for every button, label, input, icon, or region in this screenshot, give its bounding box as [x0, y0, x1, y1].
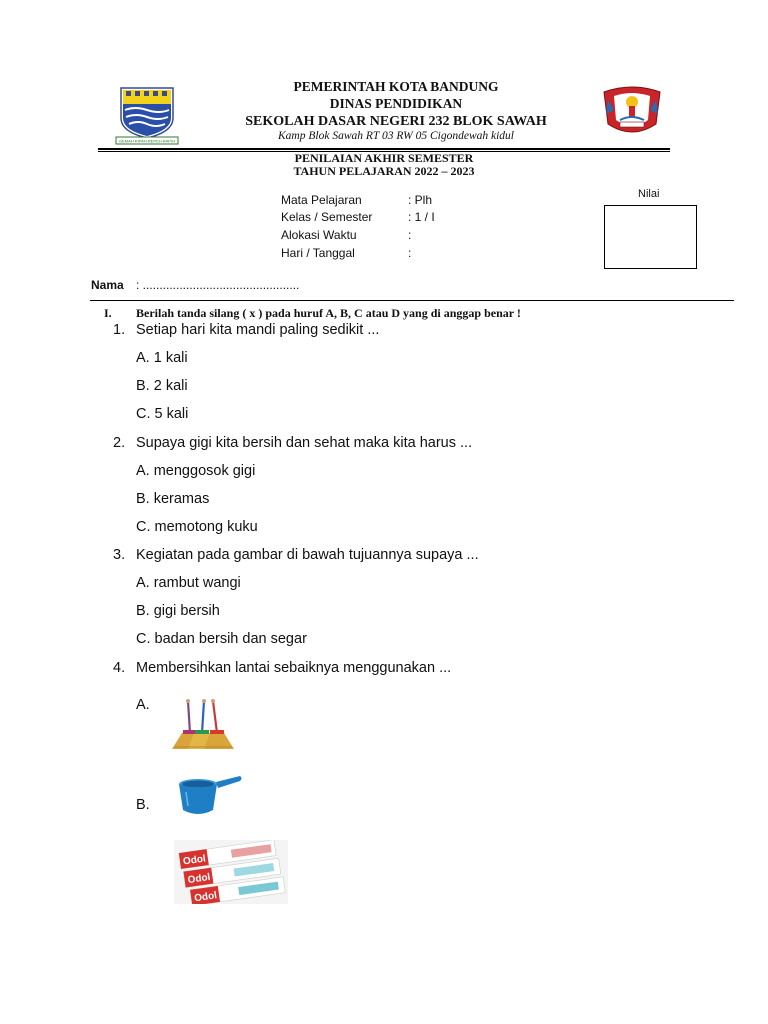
question-1-option-a[interactable]: A. 1 kali	[136, 350, 188, 366]
exam-title: PENILAIAN AKHIR SEMESTER	[294, 151, 474, 165]
section-number: I.	[104, 306, 112, 320]
divider-rule	[90, 300, 734, 301]
score-label: Nilai	[638, 188, 660, 200]
question-2-option-c[interactable]: C. memotong kuku	[136, 519, 258, 535]
section-instruction: Berilah tanda silang ( x ) pada huruf A, B, C atau D yang di anggap benar !	[136, 306, 521, 320]
question-4-text: Membersihkan lantai sebaiknya menggunakan ...	[136, 660, 452, 676]
svg-text:GEMAH RIPAH REPEH RAPIH: GEMAH RIPAH REPEH RAPIH	[119, 138, 175, 144]
name-field[interactable]: : ...............................................	[136, 278, 300, 292]
question-4-option-b[interactable]: B.	[136, 797, 150, 813]
info-value-time: :	[408, 228, 412, 242]
info-value-date: :	[408, 246, 412, 260]
question-3-text: Kegiatan pada gambar di bawah tujuannya supaya ...	[136, 547, 479, 563]
exam-year: TAHUN PELAJARAN 2022 – 2023	[293, 164, 475, 178]
question-1-text: Setiap hari kita mandi paling sedikit ...	[136, 322, 380, 338]
question-2-option-a[interactable]: A. menggosok gigi	[136, 463, 256, 479]
header-government: PEMERINTAH KOTA BANDUNG	[293, 79, 499, 94]
info-label-time: Alokasi Waktu	[281, 228, 357, 242]
info-value-subject: : Plh	[408, 193, 433, 207]
toothpaste-brand-label-2: Odol	[187, 871, 212, 887]
info-label-date: Hari / Tanggal	[281, 246, 355, 260]
question-1-option-c[interactable]: C. 5 kali	[136, 406, 189, 422]
info-label-subject: Mata Pelajaran	[281, 193, 362, 207]
name-label: Nama	[91, 278, 124, 292]
question-1-number: 1.	[113, 322, 126, 338]
toothpaste-image	[174, 840, 288, 904]
question-3-option-a[interactable]: A. rambut wangi	[136, 575, 241, 591]
question-2-text: Supaya gigi kita bersih dan sehat maka kita harus ...	[136, 435, 473, 451]
question-3-option-b[interactable]: B. gigi bersih	[136, 603, 220, 619]
header-school-name: SEKOLAH DASAR NEGERI 232 BLOK SAWAH	[245, 114, 547, 129]
brooms-image	[166, 697, 238, 753]
info-value-class: : 1 / I	[408, 210, 435, 224]
question-1-option-b[interactable]: B. 2 kali	[136, 378, 188, 394]
score-box[interactable]	[604, 205, 697, 269]
header-department: DINAS PENDIDIKAN	[329, 96, 463, 111]
info-label-class: Kelas / Semester	[281, 210, 373, 224]
header-rule	[98, 148, 670, 150]
water-dipper-image	[176, 772, 244, 822]
toothpaste-brand-label-1: Odol	[182, 853, 207, 868]
question-2-option-b[interactable]: B. keramas	[136, 491, 210, 507]
toothpaste-brand-label-3: Odol	[193, 890, 218, 904]
question-3-number: 3.	[113, 547, 126, 563]
question-4-number: 4.	[113, 660, 126, 676]
header-address: Kamp Blok Sawah RT 03 RW 05 Cigondewah kidul	[278, 130, 514, 142]
question-3-option-c[interactable]: C. badan bersih dan segar	[136, 631, 307, 647]
question-4-option-a[interactable]: A.	[136, 697, 150, 713]
question-2-number: 2.	[113, 435, 126, 451]
